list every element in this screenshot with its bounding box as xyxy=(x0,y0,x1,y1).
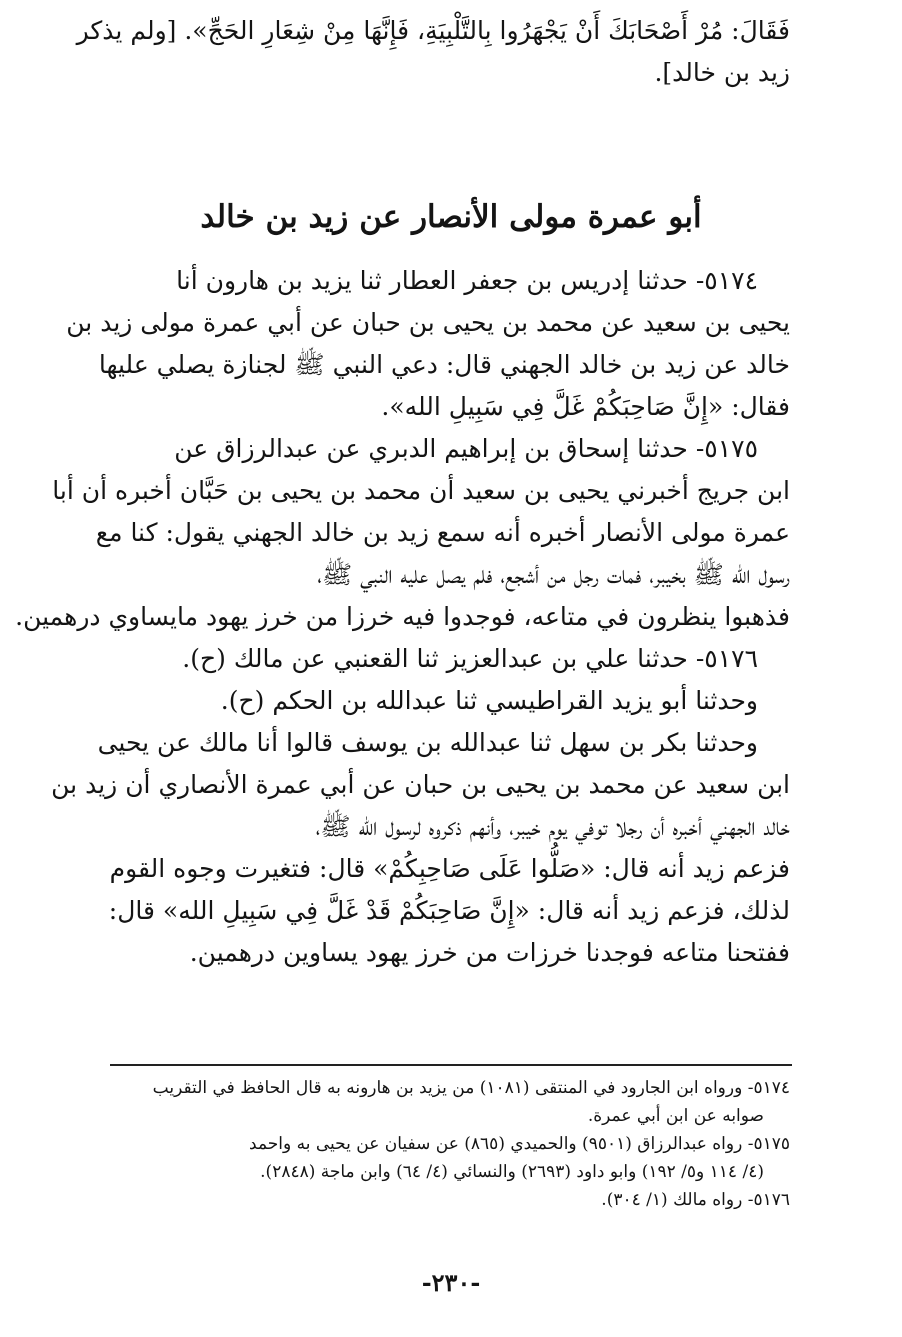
hadith-5175-line: ٥١٧٥- حدثنا إسحاق بن إبراهيم الدبري عن عبدالرزاق عن xyxy=(174,434,758,463)
hadith-5176-line: وحدثنا أبو يزيد القراطيسي ثنا عبدالله بن الحكم (ح). xyxy=(220,686,758,715)
hadith-5176-line: خالد الجهني أخبره أن رجلا توفي يوم خيبر، وأنهم ذكروه لرسول الله ﷺ، xyxy=(315,812,790,841)
hadith-5174-line: خالد عن زيد بن خالد الجهني قال: دعي النبي ﷺ لجنازة يصلي عليها xyxy=(98,350,790,379)
intro-paragraph xyxy=(76,10,790,94)
intro-line: زيد بن خالد]. xyxy=(654,58,790,87)
hadith-5175-line: عمرة مولى الأنصار أخبره أنه سمع زيد بن خالد الجهني يقول: كنا مع xyxy=(95,518,790,547)
footnote-divider xyxy=(110,1064,792,1066)
hadith-5176-line: فزعم زيد أنه قال: «صَلُّوا عَلَى صَاحِبِكُمْ» قال: فتغيرت وجوه القوم xyxy=(109,854,790,883)
intro-line: فَقَالَ: مُرْ أَصْحَابَكَ أَنْ يَجْهَرُوا بِالتَّلْبِيَةِ، فَإِنَّهَا مِنْ شِعَارِ الحَجِّ». [ولم يذكر xyxy=(76,16,790,45)
footnote-line: (٤/ ١١٤ و٥/ ١٩٢) وابو داود (٢٦٩٣) والنسائي (٤/ ٦٤) وابن ماجة (٢٨٤٨). xyxy=(260,1162,764,1182)
hadith-5174-line: ٥١٧٤- حدثنا إدريس بن جعفر العطار ثنا يزيد بن هارون أنا xyxy=(176,266,758,295)
hadith-5175-line: رسول الله ﷺ بخيبر، فمات رجل من أشجع، فلم يصل عليه النبي ﷺ، xyxy=(317,560,790,589)
hadith-5176-line: ففتحنا متاعه فوجدنا خرزات من خرز يهود يساوين درهمين. xyxy=(189,938,790,967)
hadith-5175-line: فذهبوا ينظرون في متاعه، فوجدوا فيه خرزا من خرز يهود مايساوي درهمين. xyxy=(15,602,790,631)
footnotes xyxy=(107,1074,790,1214)
hadith-5176-line: ٥١٧٦- حدثنا علي بن عبدالعزيز ثنا القعنبي عن مالك (ح). xyxy=(182,644,758,673)
hadith-5176-line: لذلك، فزعم زيد أنه قال: «إِنَّ صَاحِبَكُمْ قَدْ غَلَّ فِي سَبِيلِ الله» قال: xyxy=(108,896,790,925)
hadith-5176-line: وحدثنا بكر بن سهل ثنا عبدالله بن يوسف قالوا أنا مالك عن يحيى xyxy=(97,728,758,757)
section-title: أبو عمرة مولى الأنصار عن زيد بن خالد xyxy=(200,199,702,235)
hadith-body xyxy=(15,260,790,974)
hadith-5176-line: ابن سعيد عن محمد بن يحيى بن حبان عن أبي عمرة الأنصاري أن زيد بن xyxy=(51,770,790,799)
hadith-5174-line: فقال: «إِنَّ صَاحِبَكُمْ غَلَّ فِي سَبِيلِ الله». xyxy=(381,392,790,421)
footnote-line: ٥١٧٦- رواه مالك (١/ ٣٠٤). xyxy=(601,1190,790,1210)
footnote-line: صوابه عن ابن أبي عمرة. xyxy=(587,1106,764,1126)
hadith-5174-line: يحيى بن سعيد عن محمد بن يحيى بن حبان عن أبي عمرة مولى زيد بن xyxy=(66,308,790,337)
footnote-line: ٥١٧٥- رواه عبدالرزاق (٩٥٠١) والحميدي (٨٦٥) عن سفيان عن يحيى به واحمد xyxy=(249,1134,790,1154)
page-number: -٢٣٠- xyxy=(421,1268,481,1297)
footnote-line: ٥١٧٤- ورواه ابن الجارود في المنتقى (١٠٨١) من يزيد بن هارونه به قال الحافظ في التقريب xyxy=(152,1078,790,1098)
hadith-5175-line: ابن جريج أخبرني يحيى بن سعيد أن محمد بن يحيى بن حَبَّان أخبره أن أبا xyxy=(52,476,790,505)
